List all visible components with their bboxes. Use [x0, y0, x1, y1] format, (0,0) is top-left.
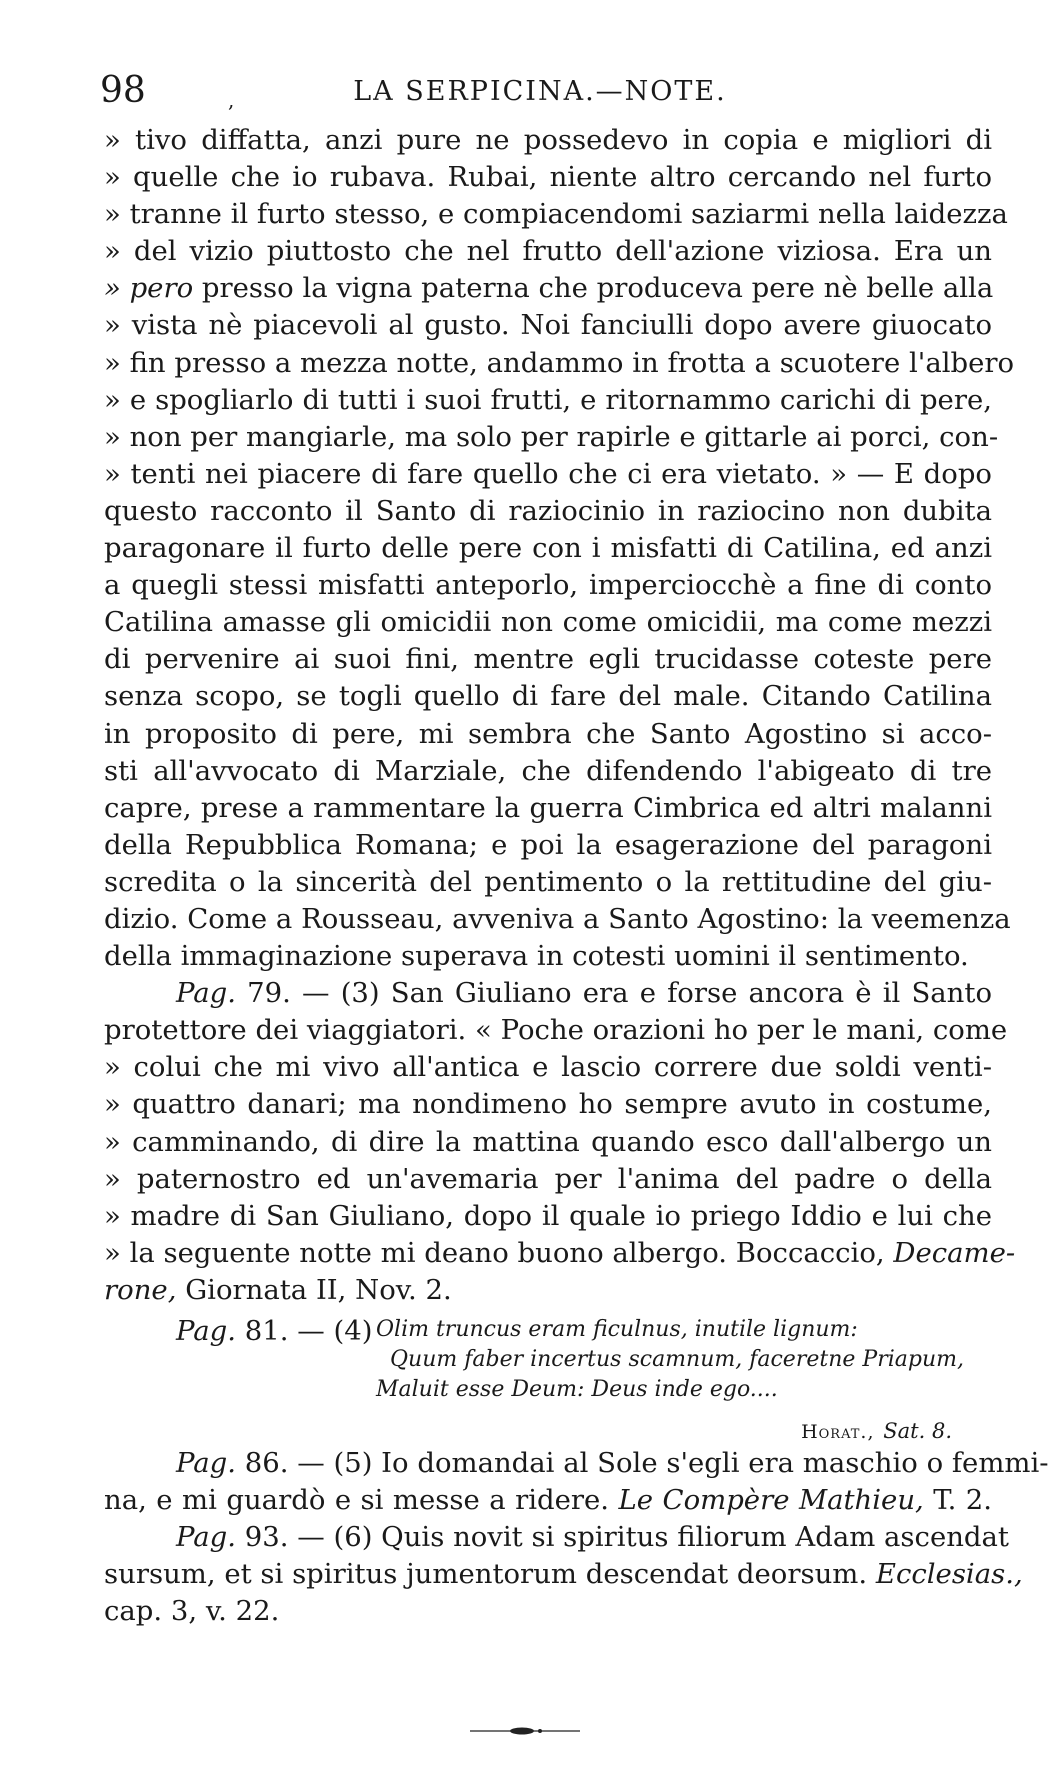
text-line: capre, prese a rammentare la guerra Cimbrica ed altri malanni [104, 791, 992, 824]
note-3-first-line: Pag. 79. — (3) San Giuliano era e forse ancora è il Santo [176, 977, 992, 1010]
text-line: » tivo diffatta, anzi pure ne possedevo in copia e migliori di [104, 124, 992, 156]
text-line: » paternostro ed un'avemaria per l'anima del padre o della [104, 1162, 992, 1195]
page-number: 98 [100, 70, 146, 111]
text-line: dizio. Come a Rousseau, avveniva a Santo Agostino: la veemenza [104, 902, 1011, 935]
work-title: Decame- [893, 1236, 1016, 1269]
page-ref-label: Pag. [176, 977, 237, 1010]
text-line: » tenti nei piacere di fare quello che ci era vietato. » — E dopo [104, 457, 992, 490]
latin-verse [376, 1315, 964, 1405]
text-line: » non per mangiarle, ma solo per rapirle e gittarle ai porci, con- [104, 420, 999, 453]
work-title: Le Compère Mathieu, [618, 1484, 924, 1517]
text-line: » camminando, di dire la mattina quando esco dall'albergo un [104, 1125, 992, 1158]
page-ref-label: Pag. [176, 1447, 237, 1479]
running-title: LA SERPICINA.—NOTE. [353, 76, 727, 107]
verse-attribution: Horat., Sat. 8. [801, 1419, 952, 1443]
text-line: » colui che mi vivo all'antica e lascio correre due soldi venti- [104, 1051, 992, 1084]
text-line: » pero presso la vigna paterna che produceva pere nè belle alla [104, 272, 994, 305]
note-6-first-line: Pag. 93. — (6) Quis novit si spiritus filiorum Adam ascendat [176, 1521, 1009, 1554]
text-line: » madre di San Giuliano, dopo il quale io priego Iddio e lui che [104, 1199, 992, 1232]
text-line: » e spogliarlo di tutti i suoi frutti, e ritornammo carichi di pere, [104, 383, 992, 416]
text-line: » tranne il furto stesso, e compiacendomi saziarmi nella laidezza [104, 198, 1008, 231]
text-line: paragonare il furto delle pere con i misfatti di Catilina, ed anzi [104, 532, 992, 565]
text-line: senza scopo, se togli quello di fare del male. Citando Catilina [104, 680, 992, 713]
text-line: a quegli stessi misfatti anteporlo, imperciocchè a fine di conto [104, 569, 992, 602]
text-line: della Repubblica Romana; e poi la esagerazione del paragoni [104, 828, 992, 861]
work-title: rone, [104, 1273, 177, 1306]
text-line: cap. 3, v. 22. [104, 1595, 280, 1628]
text-line: scredita o la sincerità del pentimento o la rettitudine del giu- [104, 865, 992, 898]
text-line: » la seguente notte mi deano buono albergo. Boccaccio, Decame- [104, 1236, 1016, 1269]
text-line: della immaginazione superava in cotesti uomini il sentimento. [104, 940, 969, 973]
text-line: in proposito di pere, mi sembra che Santo Agostino si acco- [104, 717, 992, 750]
text-line: protettore dei viaggiatori. « Poche orazioni ho per le mani, come [104, 1014, 1008, 1047]
note-5-first-line: Pag. 86. — (5) Io domandai al Sole s'egli era maschio o femmi- [176, 1447, 1049, 1479]
text-line: rone, Giornata II, Nov. 2. [104, 1273, 452, 1306]
note-4 [104, 1313, 992, 1445]
verse-line: Olim truncus eram ficulnus, inutile lignum: [376, 1317, 858, 1342]
text-line: questo racconto il Santo di raziocinio in raziocino non dubita [104, 494, 992, 527]
text-line: » fin presso a mezza notte, andammo in frotta a scuotere l'albero [104, 346, 1015, 379]
page-ref-label: Pag. [176, 1521, 237, 1554]
italic-word: » pero [104, 272, 194, 305]
text-line: na, e mi guardò e si messe a ridere. Le Compère Mathieu, T. 2. [104, 1484, 992, 1517]
text-line: sti all'avvocato di Marziale, che difendendo l'abigeato di tre [104, 754, 992, 787]
text-line: sursum, et si spiritus jumentorum descendat deorsum. Ecclesias., [104, 1558, 1023, 1591]
text-line: » vista nè piacevoli al gusto. Noi fanciulli dopo avere giuocato [104, 309, 992, 342]
text-line: » del vizio piuttosto che nel frutto dell'azione viziosa. Era un [104, 235, 992, 268]
page-ref-label: Pag. [176, 1315, 237, 1347]
page-header [100, 70, 980, 110]
text-line: Catilina amasse gli omicidii non come omicidii, ma come mezzi [104, 606, 992, 639]
text-line: » quattro danari; ma nondimeno ho sempre avuto in costume, [104, 1088, 992, 1121]
end-ornament [470, 1726, 580, 1736]
text-line: » quelle che io rubava. Rubai, niente altro cercando nel furto [104, 161, 992, 194]
header-mark: , [228, 88, 235, 112]
verse-line: Quum faber incertus scamnum, faceretne Priapum, [390, 1347, 964, 1372]
note-4-ref: Pag. 81. — (4) [176, 1315, 373, 1347]
verse-line: Maluit esse Deum: Deus inde ego.... [376, 1377, 778, 1402]
work-title: Ecclesias., [875, 1558, 1023, 1591]
page-body [104, 122, 1049, 1630]
text-line: di pervenire ai suoi fini, mentre egli trucidasse coteste pere [104, 643, 992, 676]
